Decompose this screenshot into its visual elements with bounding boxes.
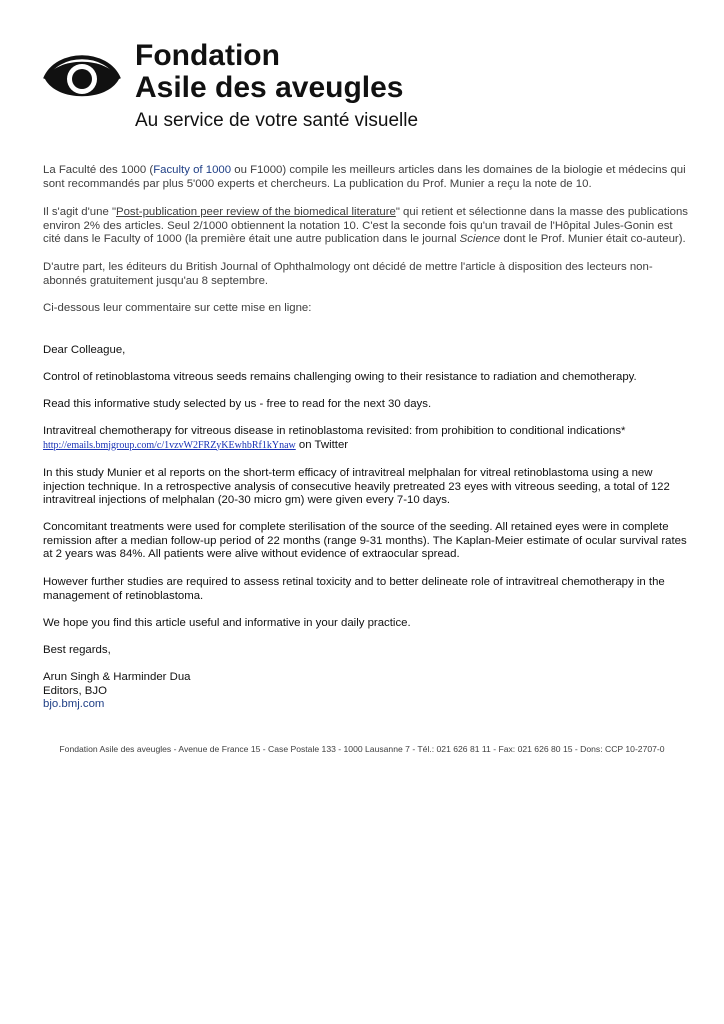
organization-name [135, 40, 403, 104]
organization-name-line1: Fondation [135, 39, 280, 72]
letter-paragraph-4: In this study Munier et al reports on the short-term efficacy of intravitreal melphalan for vitreal retinoblastoma using a new injection technique. In a retrospective analysis of consecutive heavily pretreated 23 eyes with vitreous seeding, a total of 122 intravitreal injections of melphalan (20-30 micro gm) were given every 7-10 days. [43, 467, 670, 506]
letter-closing: Best regards, [43, 644, 111, 656]
organization-logo [43, 40, 423, 136]
post-publication-review-link[interactable]: Post-publication peer review of the biomedical literature [115, 206, 396, 218]
signature-role: Editors, BJO [43, 684, 107, 697]
bjo-website-link[interactable]: bjo.bmj.com [43, 698, 105, 710]
letter-paragraph-6: However further studies are required to assess retinal toxicity and to better delineate role of intravitreal chemotherapy in the management of retinoblastoma. [43, 576, 665, 602]
organization-tagline: Au service de votre santé visuelle [135, 110, 419, 131]
faculty-of-1000-link[interactable]: Faculty of 1000 [153, 164, 232, 176]
intro-paragraph-2: Il s'agit d'une "Post-publication peer review of the biomedical literature" qui retient et sélectionne dans la masse des publications environ 2% des articles. Seul 2/1000 obtiennent la notation 10. C'est la seconde fois qu'un travail de l'Hôpital Jules-Gonin est cité dans le Faculty of 1000 (la première était une autre publication dans le journal Science dont le Prof. Munier était co-auteur). [43, 206, 688, 245]
intro-paragraph-4: Ci-dessous leur commentaire sur cette mise en ligne: [43, 302, 312, 314]
letter-paragraph-5: Concomitant treatments were used for complete sterilisation of the source of the seeding. All retained eyes were in complete remission after a median follow-up period of 22 months (range 9-31 months). The Kaplan-Meier estimate of ocular survival rates at 2 years was 84%. All patients were alive without evidence of extraocular spread. [43, 521, 687, 560]
footer-address: Fondation Asile des aveugles - Avenue de France 15 - Case Postale 133 - 1000 Lausanne 7 - Tél.: 021 626 81 11 - Fax: 021 626 80 15 - Dons: CCP 10-2707-0 [59, 744, 665, 754]
article-title: Intravitreal chemotherapy for vitreous disease in retinoblastoma revisited: from prohibition to conditional indications* [43, 425, 626, 437]
intro-paragraph-1: La Faculté des 1000 (Faculty of 1000 ou F1000) compile les meilleurs articles dans les domaines de la biologie et médecins qui sont recommandés par plus 5'000 experts et chercheurs. La publication du Prof. Munier a reçu la note de 10. [43, 164, 686, 190]
signature-names: Arun Singh & Harminder Dua [43, 671, 191, 683]
article-reference: Intravitreal chemotherapy for vitreous disease in retinoblastoma revisited: from prohibition to conditional indications* http://emails.bmjgroup.com/c/1vzvW2FRZyKEwhbRf1kYnaw on Twitter [43, 425, 626, 451]
intro-paragraph-3: D'autre part, les éditeurs du British Journal of Ophthalmology ont décidé de mettre l'article à disposition des lecteurs non-abonnés gratuitement jusqu'au 8 septembre. [43, 261, 653, 287]
letter-greeting: Dear Colleague, [43, 344, 126, 356]
article-url-link[interactable]: http://emails.bmjgroup.com/c/1vzvW2FRZyKEwhbRf1kYnaw [43, 439, 296, 451]
letter-paragraph-2: Read this informative study selected by us - free to read for the next 30 days. [43, 398, 432, 410]
eye-icon [43, 44, 121, 106]
organization-name-line2: Asile des aveugles [135, 71, 404, 104]
letter-paragraph-7: We hope you find this article useful and informative in your daily practice. [43, 617, 411, 629]
letter-paragraph-1: Control of retinoblastoma vitreous seeds remains challenging owing to their resistance to radiation and chemotherapy. [43, 371, 637, 383]
letter-signature [43, 671, 688, 712]
